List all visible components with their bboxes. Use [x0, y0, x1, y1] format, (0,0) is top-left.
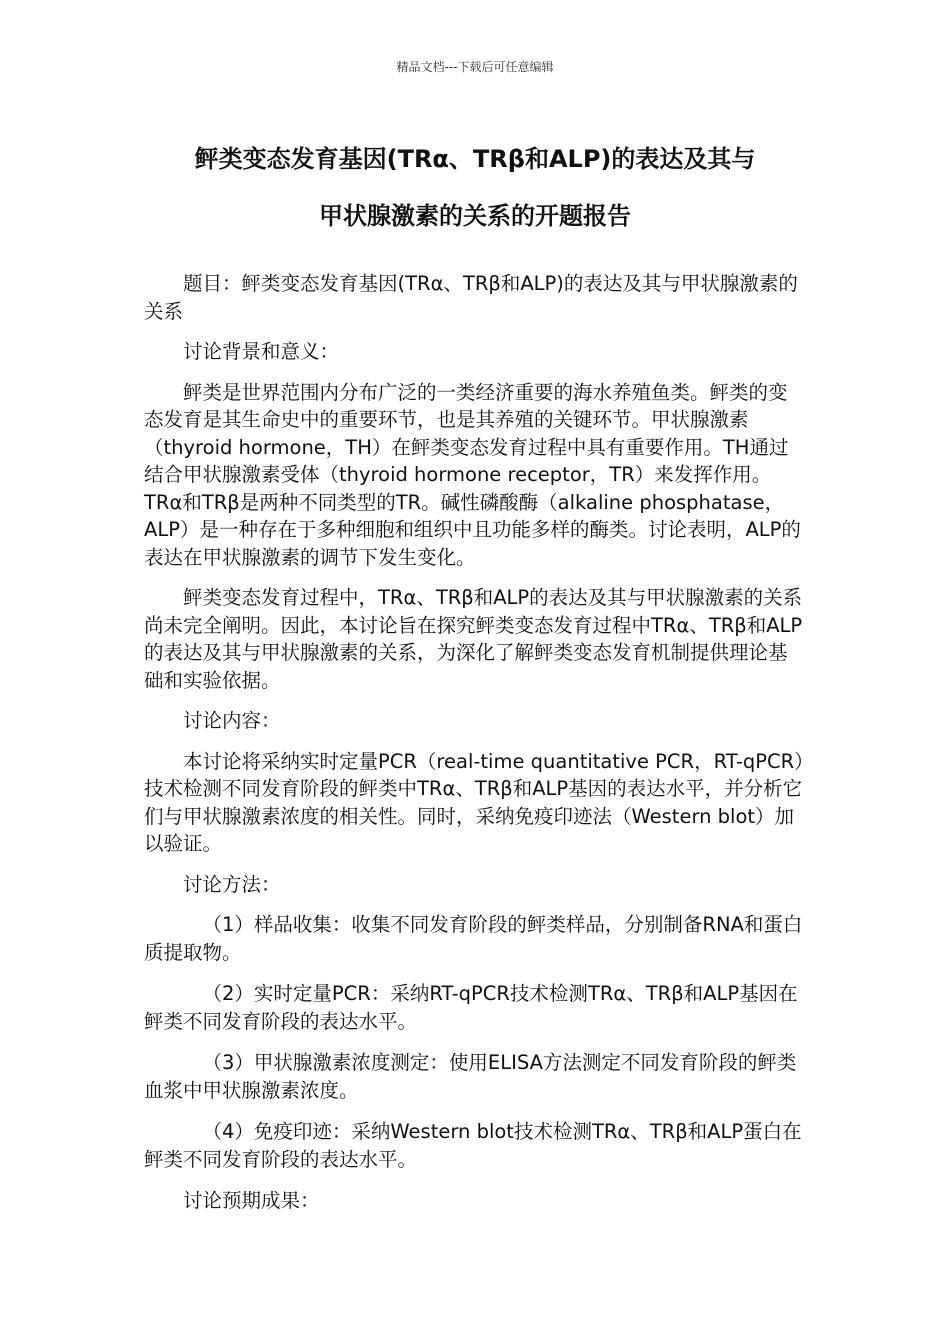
method-item-3: （3）甲状腺激素浓度测定：使用ELISA方法测定不同发育阶段的鲆类血浆中甲状腺激素浓度。: [144, 1051, 797, 1102]
document-body: [144, 270, 806, 1228]
method-item-2: （2）实时定量PCR：采纳RT-qPCR技术检测TRα、TRβ和ALP基因在鲆类不同发育阶段的表达水平。: [144, 982, 798, 1033]
topic-paragraph: 题目：鲆类变态发育基因(TRα、TRβ和ALP)的表达及其与甲状腺激素的关系: [144, 272, 798, 323]
method-item-4: （4）免疫印迹：采纳Western blot技术检测TRα、TRβ和ALP蛋白在鲆类不同发育阶段的表达水平。: [144, 1120, 802, 1171]
page-header: 精品文档---下载后可任意编辑: [396, 60, 554, 74]
expected-results-heading: 讨论预期成果：: [183, 1189, 320, 1212]
document-title-line-1: 鲆类变态发育基因(TRα、TRβ和ALP)的表达及其与: [194, 145, 756, 173]
method-item-1: （1）样品收集：收集不同发育阶段的鲆类样品，分别制备RNA和蛋白质提取物。: [144, 913, 803, 964]
content-heading: 讨论内容：: [183, 709, 281, 732]
document-title-line-2: 甲状腺激素的关系的开题报告: [319, 202, 631, 230]
background-paragraph-1: 鲆类是世界范围内分布广泛的一类经济重要的海水养殖鱼类。鲆类的变态发育是其生命史中的重要环节，也是其养殖的关键环节。甲状腺激素（thyroid hormone，TH）在鲆类变态发育过程中具有重要作用。TH通过结合甲状腺激素受体（thyroid hormone receptor，TR）来发挥作用。TRα和TRβ是两种不同类型的TR。碱性磷酸酶（alkaline phosphatase，ALP）是一种存在于多种细胞和组织中且功能多样的酶类。讨论表明，ALP的表达在甲状腺激素的调节下发生变化。: [144, 380, 801, 569]
background-paragraph-2: 鲆类变态发育过程中，TRα、TRβ和ALP的表达及其与甲状腺激素的关系尚未完全阐明。因此，本讨论旨在探究鲆类变态发育过程中TRα、TRβ和ALP的表达及其与甲状腺激素的关系，为深化了解鲆类变态发育机制提供理论基础和实验依据。: [144, 586, 803, 692]
background-heading: 讨论背景和意义：: [183, 340, 340, 363]
content-paragraph: 本讨论将采纳实时定量PCR（real-time quantitative PCR，RT-qPCR）技术检测不同发育阶段的鲆类中TRα、TRβ和ALP基因的表达水平，并分析它们与甲状腺激素浓度的相关性。同时，采纳免疫印迹法（Western blot）加以验证。: [144, 749, 804, 855]
methods-heading: 讨论方法：: [183, 872, 281, 896]
